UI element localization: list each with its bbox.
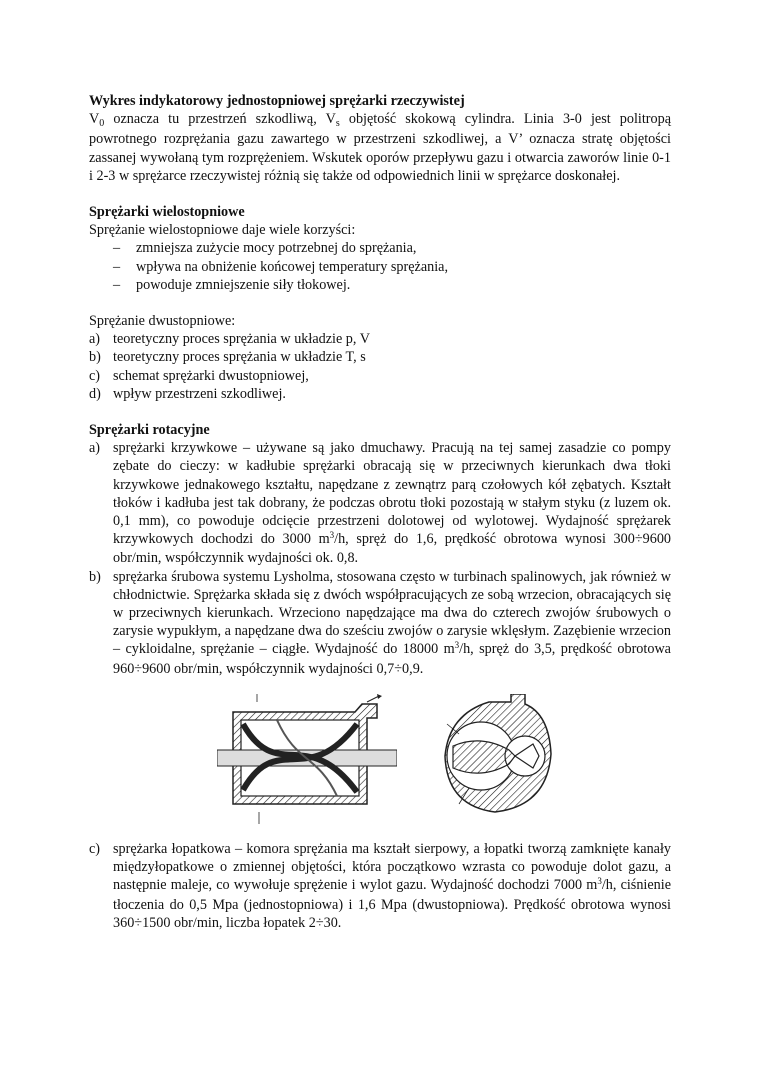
list-item	[89, 239, 671, 257]
list-item	[89, 367, 671, 385]
list-item-screw-compressor	[89, 568, 671, 678]
document-page	[89, 92, 671, 932]
list-item-text: schemat sprężarki dwustopniowej,	[113, 367, 309, 384]
section-title-rotary: Sprężarki rotacyjne	[89, 422, 210, 439]
list-item-text: powoduje zmniejszenie siły tłokowej.	[136, 276, 351, 293]
text-segment: /h, spręż do 1,6, prędkość obrotowa wynosi 300÷9600 obr/min, współczynnik wydajności ok. 0,8.	[113, 531, 672, 567]
section-title-multistage: Sprężarki wielostopniowe	[89, 204, 245, 221]
text-segment: /h, spręż do 3,5, prędkość obrotowa 960÷9600 obr/min, współczynnik wydajności 0,7÷0,9.	[113, 641, 671, 677]
dash-marker: –	[113, 258, 121, 275]
text-segment: sprężarka śrubowa systemu Lysholma, stosowana często w turbinach spalinowych, jak również w chłodnictwie. Sprężarka składa się z dwóch współpracujących ze sobą wrzecion, obracających się w przeciwnych kierunkach. Wrzeciono napędzające ma dwa do czterech zwojów śrubowych o zarysie wypukłym, a napędzane dwa do sześciu zwojów o zarysie wklęsłym. Zazębienie wrzecion – cykloidalne, sprężanie – ciągłe. Wydajność do 18000 m	[113, 568, 671, 658]
list-marker: c)	[89, 840, 101, 857]
benefits-list	[89, 239, 671, 294]
text-segment: /h, ciśnienie tłoczenia do 0,5 Mpa (jednostopniowa) i 1,6 Mpa (dwustopniowa). Prędkość obrotowa wynosi 360÷1500 obr/min, liczba łopatek 2÷30.	[113, 877, 671, 931]
list-marker: a)	[89, 331, 101, 348]
list-item	[89, 276, 671, 294]
list-item-text: teoretyczny proces sprężania w układzie T, s	[113, 349, 366, 366]
list-item-text: teoretyczny proces sprężania w układzie p, V	[113, 331, 370, 348]
text-segment: sprężarki krzywkowe – używane są jako dmuchawy. Pracują na tej samej zasadzie co pompy zębate do cieczy: w kadłubie sprężarki obracają się w przeciwnych kierunkach dwa tłoki krzywkowe jednakowego kształtu, napędzane z zewnątrz parą czołowych kół zębatych. Kształt tłoków i kadłuba jest tak dobrany, że podczas obrotu tłoki pozostają w stałym styku (z luzem ok. 0,1 mm), co powoduje odcięcie przestrzeni dolotowej od wylotowej. Wydajność sprężarek krzywkowych dochodzi do 3000 m	[113, 440, 671, 548]
screw-compressor-figure	[89, 694, 671, 824]
list-item-lobe-compressor	[89, 439, 671, 567]
list-item	[89, 258, 671, 276]
list-marker: a)	[89, 440, 101, 457]
list-item-text: wpływa na obniżenie końcowej temperatury sprężania,	[136, 258, 449, 275]
screw-compressor-cross-section	[429, 694, 579, 824]
list-item-text: zmniejsza zużycie mocy potrzebnej do sprężania,	[136, 240, 417, 257]
two-stage-list	[89, 330, 671, 403]
text-segment: oznacza tu przestrzeń szkodliwą, V	[104, 111, 336, 128]
multistage-intro: Sprężanie wielostopniowe daje wiele korzyści:	[89, 222, 356, 239]
dash-marker: –	[113, 240, 121, 257]
v0-subscript: 0	[99, 118, 105, 130]
list-item	[89, 330, 671, 348]
superscript: 3	[597, 876, 602, 887]
list-item	[89, 385, 671, 403]
list-marker: b)	[89, 349, 101, 366]
list-marker: c)	[89, 367, 101, 384]
vs-subscript: s	[335, 118, 340, 130]
superscript: 3	[329, 530, 335, 541]
text-segment: objętość skokową cylindra. Linia 3-0 jest politropą powrotnego rozprężania gazu zawartego w przestrzeni szkodliwej, a V’ oznacza stratę objętości zassanej wywołaną tym rozprężeniem. Wskutek oporów przepływu gazu i otwarcia zaworów linie 0-1 i 2-3 w sprężarce rzeczywistej różnią się także od odpowiednich linii w sprężarce doskonałej.	[89, 111, 672, 184]
list-item	[89, 348, 671, 366]
list-marker: b)	[89, 568, 101, 585]
v0-symbol: V	[89, 111, 100, 128]
rotary-list-continued	[89, 840, 671, 932]
rotary-list	[89, 439, 671, 678]
section-title-indicator-diagram: Wykres indykatorowy jednostopniowej sprężarki rzeczywistej	[89, 93, 465, 109]
superscript: 3	[454, 640, 460, 651]
list-item-text: wpływ przestrzeni szkodliwej.	[113, 385, 286, 402]
two-stage-intro: Sprężanie dwustopniowe:	[89, 313, 236, 330]
list-item-vane-compressor	[89, 840, 671, 932]
text-segment: sprężarka łopatkowa – komora sprężania ma kształt sierpowy, a łopatki tworzą zamknięte kanały międzyłopatkowe o zmiennej objętości, która początkowo wzrasta co powoduje dolot gazu, a następnie maleje, co wywołuje sprężenie i wylot gazu. Wydajność dochodzi 7000 m	[113, 840, 671, 894]
dash-marker: –	[113, 276, 121, 293]
screw-compressor-side-view	[217, 694, 397, 824]
paragraph-indicator-diagram	[89, 110, 671, 185]
list-marker: d)	[89, 385, 101, 402]
